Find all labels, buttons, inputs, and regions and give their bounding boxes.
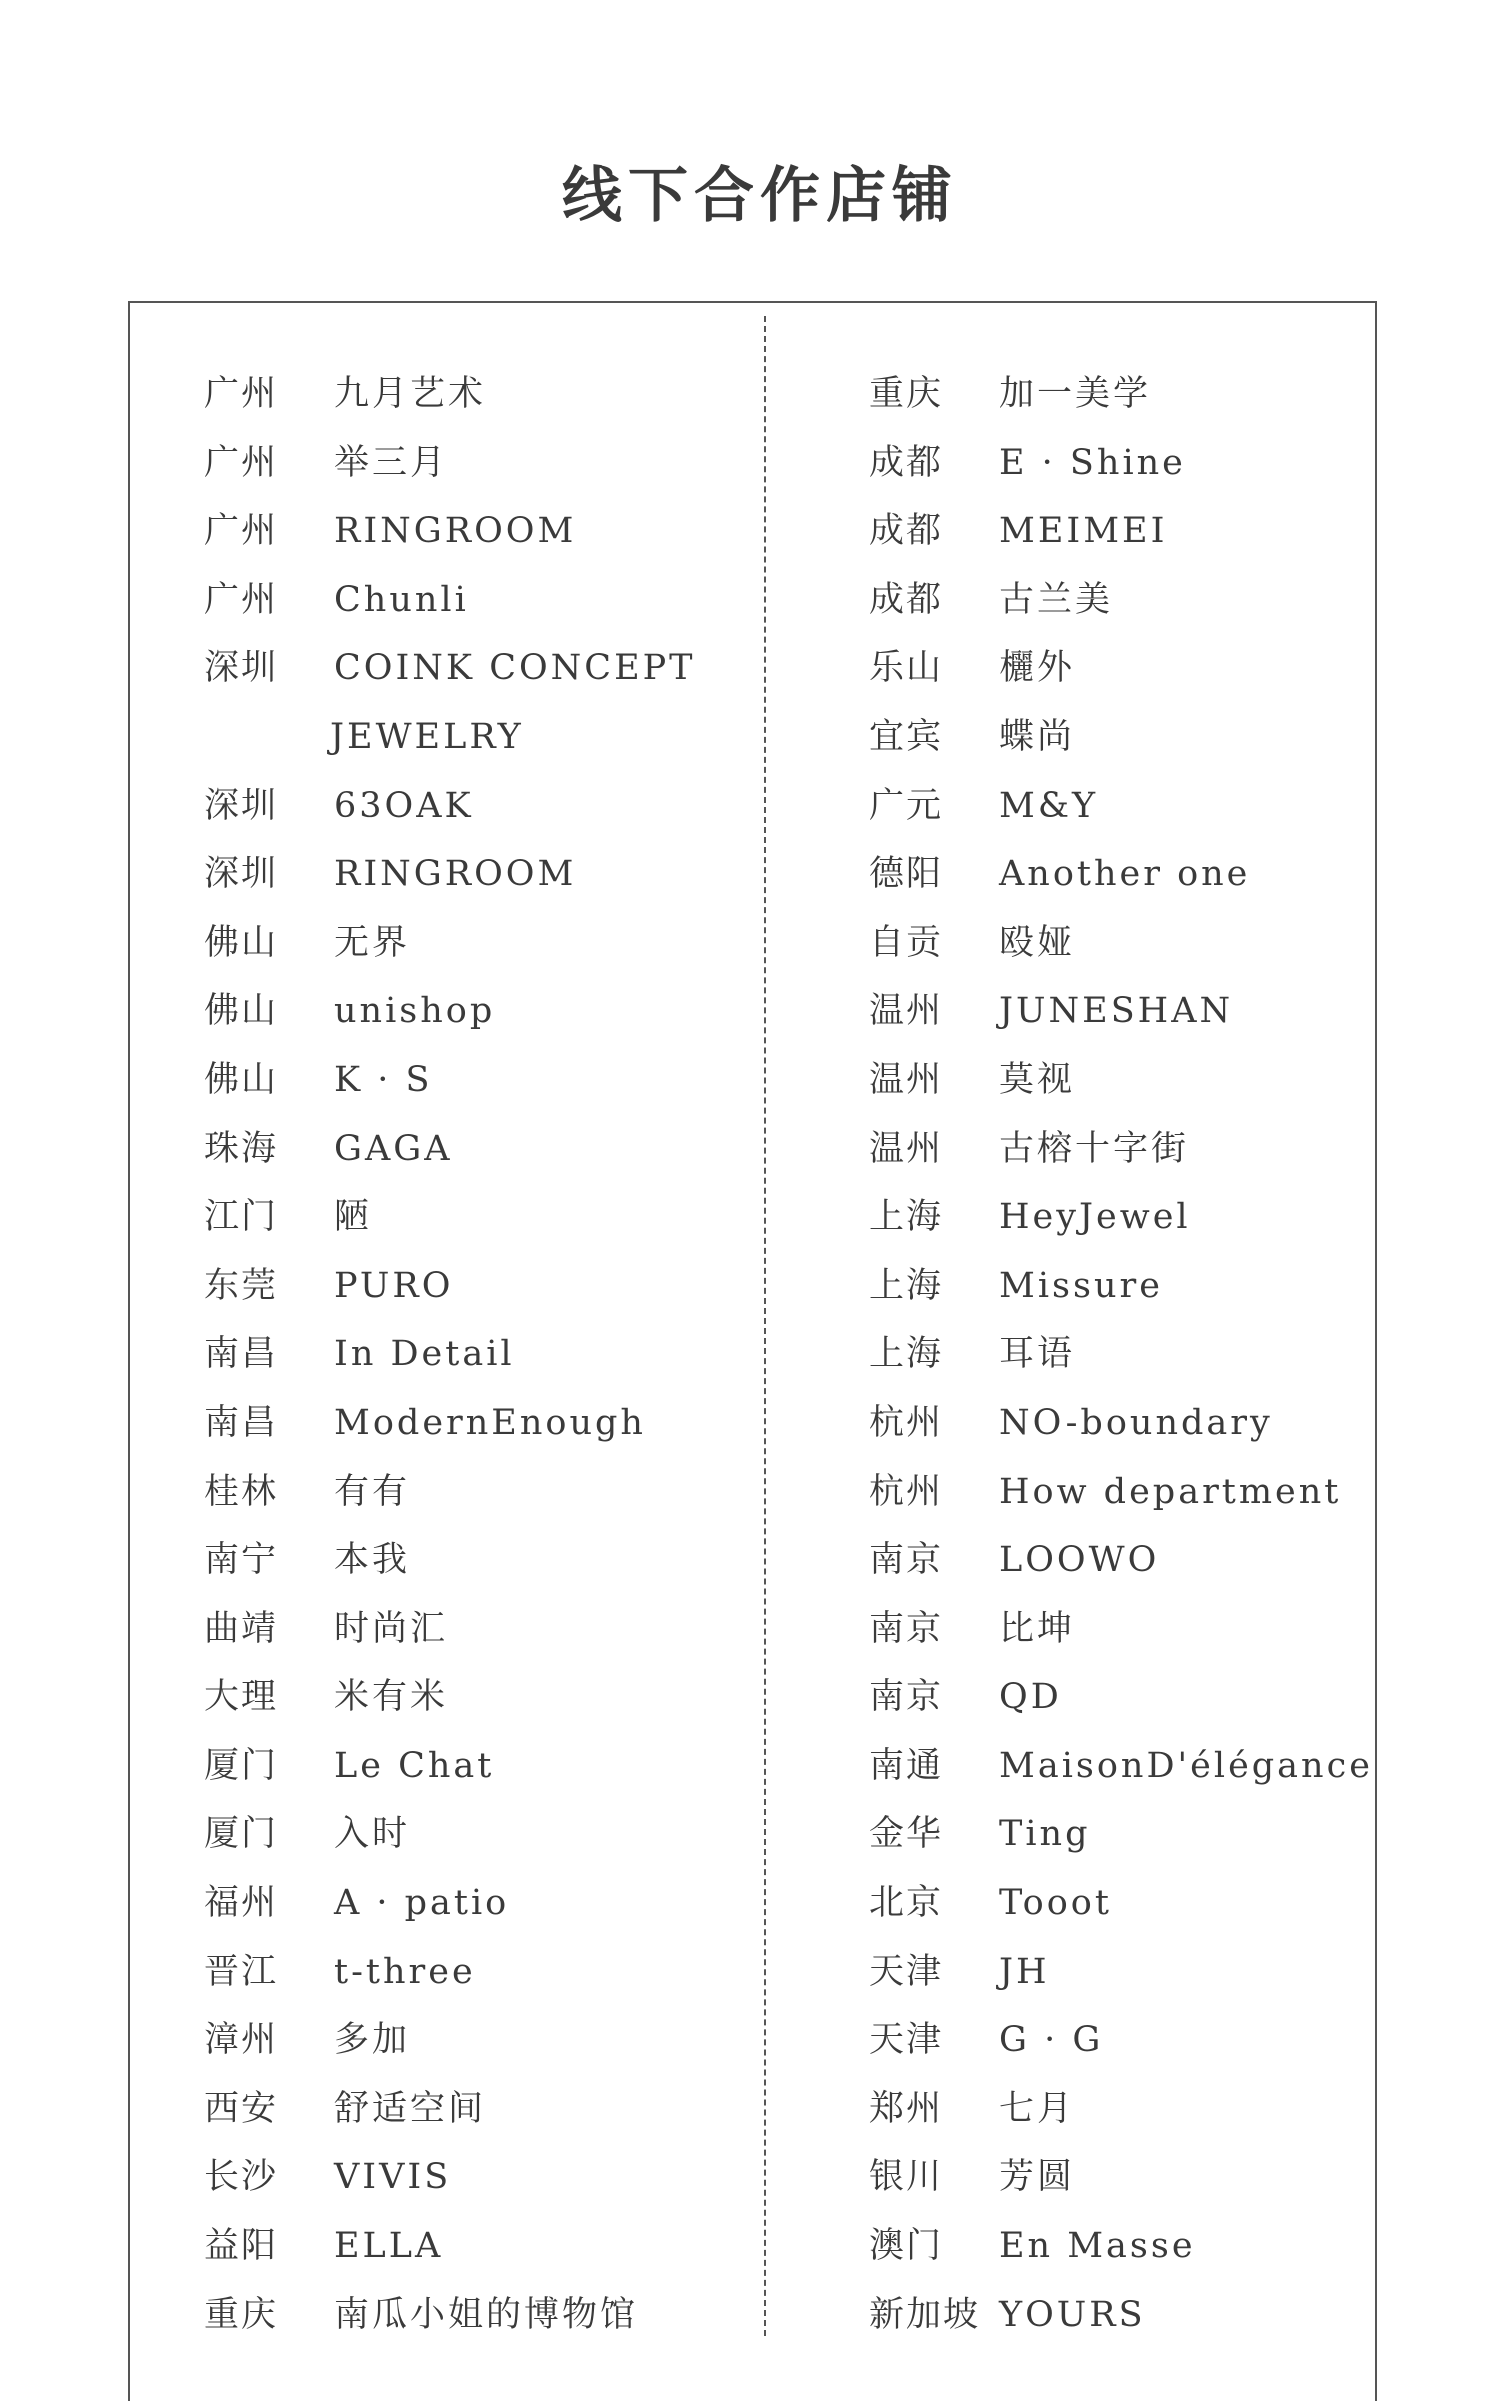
city-name: 杭州 [869,1471,944,1512]
city-name: 郑州 [869,2088,944,2129]
store-name: VIVIS [334,2157,452,2198]
store-name: LOOWO [999,1540,1160,1581]
store-name: 古兰美 [999,579,1114,620]
store-name: 陋 [334,1197,373,1238]
city-name: 银川 [869,2157,944,2198]
store-name: RINGROOM [334,854,577,895]
store-name: JH [999,1951,1050,1992]
city-name: 珠海 [204,1128,279,1169]
city-name: 广州 [204,442,279,483]
city-name: 晋江 [204,1951,279,1992]
store-name: 加一美学 [999,374,1152,414]
store-name: 米有米 [334,1677,449,1718]
store-name: JUNESHAN [999,991,1234,1032]
store-name: 有有 [334,1471,411,1512]
city-name: 南京 [869,1540,944,1581]
store-name: unishop [334,991,496,1032]
city-name: 西安 [204,2088,279,2129]
city-name: 温州 [869,1128,944,1169]
store-name: 举三月 [334,442,449,483]
store-name: YOURS [999,2294,1146,2335]
store-name: G · G [999,2020,1104,2061]
city-name: 曲靖 [204,1608,279,1649]
store-name: MEIMEI [999,511,1168,552]
city-name: 温州 [869,1059,944,1100]
city-name: 成都 [869,579,944,620]
store-name: Chunli [334,579,469,620]
store-name: 耳语 [999,1334,1076,1375]
city-name: 德阳 [869,854,944,895]
city-name: 深圳 [204,785,279,826]
city-name: 福州 [204,1883,279,1924]
store-name: 蝶尚 [999,716,1076,757]
city-name: 深圳 [204,854,279,895]
store-name: GAGA [334,1128,453,1169]
store-list-frame [128,301,1377,2401]
city-name: 新加坡 [869,2294,981,2335]
city-name: 益阳 [204,2226,279,2267]
store-name: 欐外 [999,648,1076,689]
store-name: NO-boundary [999,1402,1273,1443]
store-name: 九月艺术 [334,374,487,414]
store-name: 七月 [999,2088,1076,2129]
city-name: 东莞 [204,1265,279,1306]
city-name: 宜宾 [869,716,944,757]
store-name: QD [999,1677,1062,1718]
city-name: 厦门 [204,1745,279,1786]
store-name: 本我 [334,1540,411,1581]
city-name: 南通 [869,1745,944,1786]
city-name: 佛山 [204,991,279,1032]
city-name: 深圳 [204,648,279,689]
column-divider [764,316,766,2336]
store-name: 莫视 [999,1059,1076,1100]
city-name: 佛山 [204,1059,279,1100]
city-name: 漳州 [204,2020,279,2061]
store-name: ELLA [334,2226,444,2267]
store-name: 古榕十字街 [999,1128,1190,1169]
store-name: 南瓜小姐的博物馆 [334,2294,639,2335]
city-name: 南京 [869,1677,944,1718]
store-name: 时尚汇 [334,1608,449,1649]
city-name: 佛山 [204,922,279,963]
city-name: 上海 [869,1197,944,1238]
city-name: 南宁 [204,1540,279,1581]
city-name: 广州 [204,579,279,620]
city-name: 长沙 [204,2157,279,2198]
city-name: 重庆 [204,2294,279,2335]
store-name: RINGROOM [334,511,577,552]
city-name: 北京 [869,1883,944,1924]
city-name: 广元 [869,785,944,826]
store-name: 比坤 [999,1608,1076,1649]
store-name: M&Y [999,785,1099,826]
city-name: 广州 [204,374,279,414]
city-name: 天津 [869,1951,944,1992]
city-name: 温州 [869,991,944,1032]
store-name: Ting [999,1814,1091,1855]
city-name: 江门 [204,1197,279,1238]
store-name: HeyJewel [999,1197,1191,1238]
store-name: 无界 [334,922,411,963]
store-name: A · patio [334,1883,510,1924]
city-name: 乐山 [869,648,944,689]
store-name: E · Shine [999,442,1186,483]
store-name: 入时 [334,1814,411,1855]
city-name: 重庆 [869,374,944,414]
store-name: Tooot [999,1883,1112,1924]
page-title: 线下合作店铺 [562,161,958,231]
store-name: Le Chat [334,1745,495,1786]
store-name: Missure [999,1265,1163,1306]
city-name: 天津 [869,2020,944,2061]
store-name: ModernEnough [334,1402,646,1443]
store-name: 多加 [334,2020,411,2061]
store-name: COINK CONCEPT [334,648,696,689]
city-name: 大理 [204,1677,279,1718]
store-name: Another one [999,854,1251,895]
store-name: t-three [334,1951,476,1992]
city-name: 杭州 [869,1402,944,1443]
store-name: JEWELRY [330,716,524,757]
store-name: MaisonD'élégance [999,1745,1373,1786]
city-name: 成都 [869,511,944,552]
city-name: 上海 [869,1334,944,1375]
city-name: 澳门 [869,2226,944,2267]
store-name: PURO [334,1265,454,1306]
store-name: 舒适空间 [334,2088,487,2129]
city-name: 南昌 [204,1334,279,1375]
city-name: 金华 [869,1814,944,1855]
store-name: K · S [334,1059,433,1100]
store-name: 63OAK [334,785,474,826]
city-name: 广州 [204,511,279,552]
city-name: 南昌 [204,1402,279,1443]
city-name: 南京 [869,1608,944,1649]
store-name: In Detail [334,1334,515,1375]
city-name: 桂林 [204,1471,279,1512]
store-name: 殴娅 [999,922,1076,963]
store-name: How department [999,1471,1342,1512]
store-name: En Masse [999,2226,1196,2267]
city-name: 成都 [869,442,944,483]
city-name: 上海 [869,1265,944,1306]
store-name: 芳圆 [999,2157,1076,2198]
city-name: 厦门 [204,1814,279,1855]
city-name: 自贡 [869,922,944,963]
